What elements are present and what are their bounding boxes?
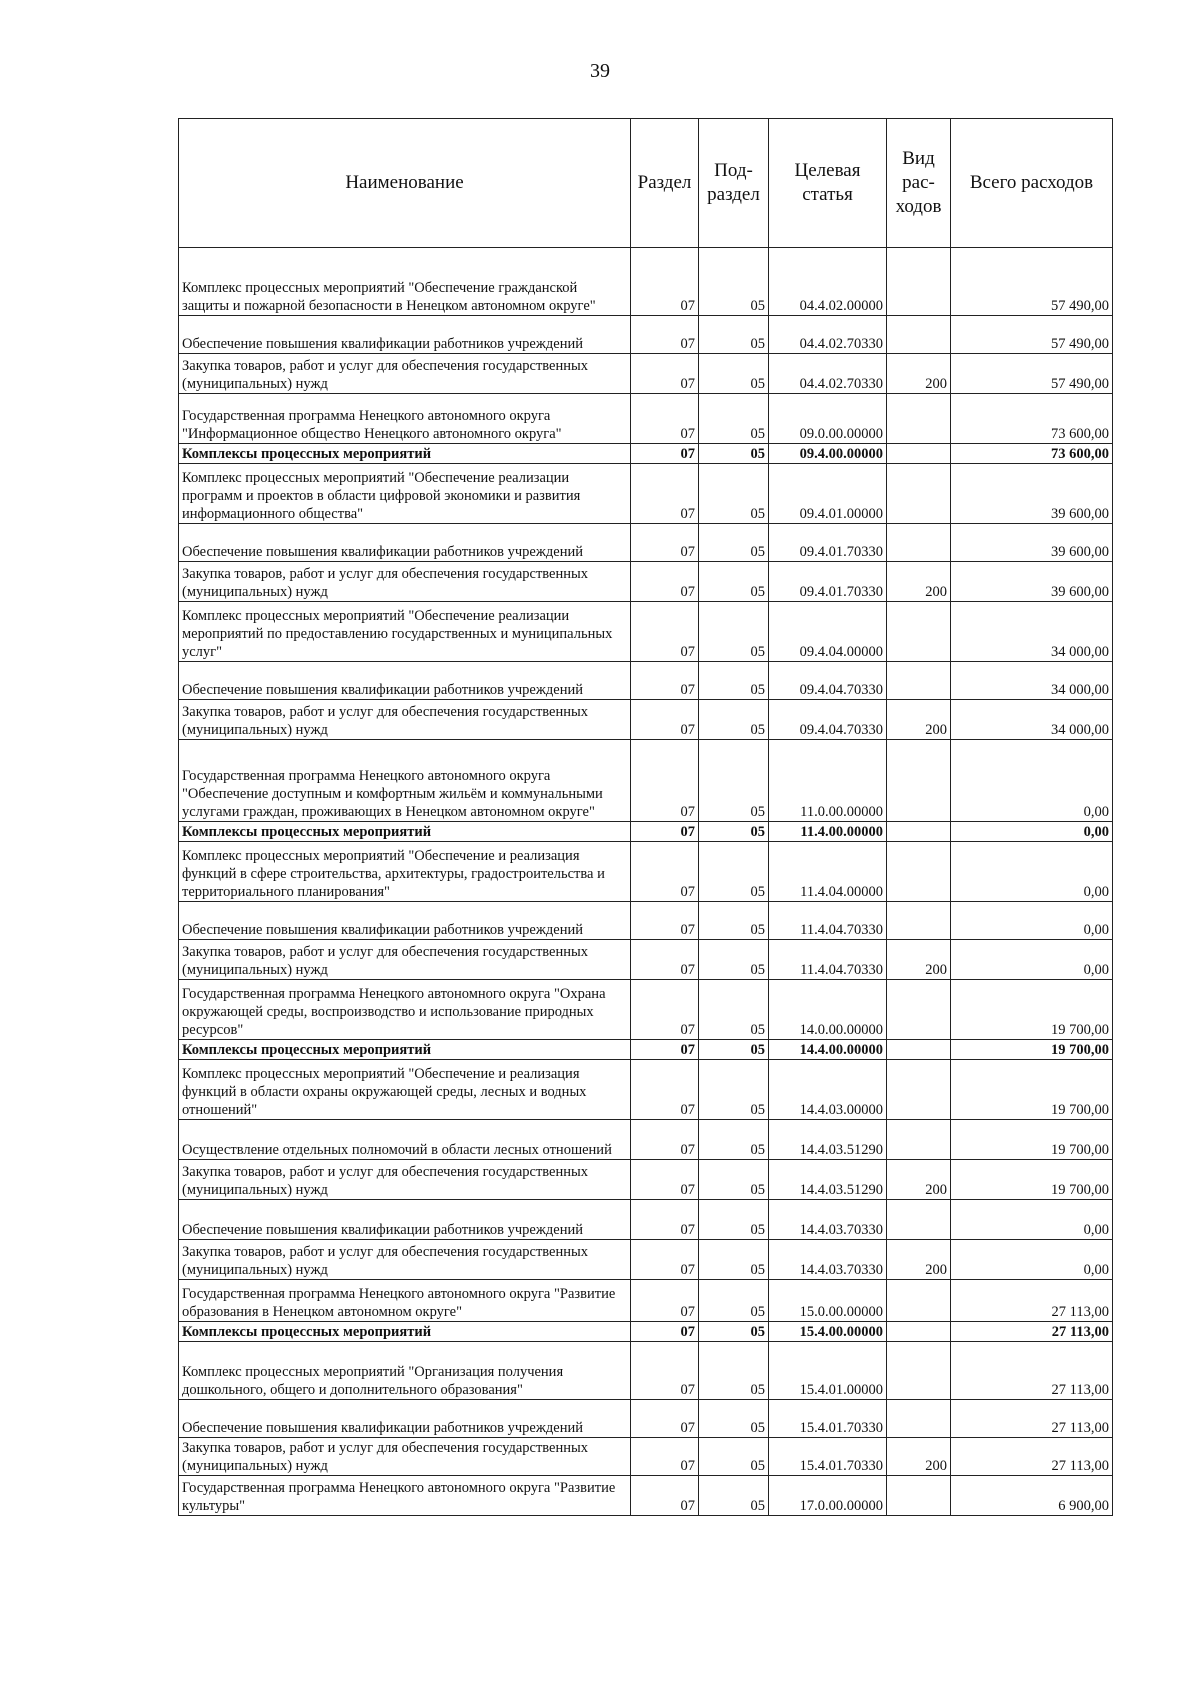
table-row bbox=[179, 562, 1113, 602]
table-row bbox=[179, 842, 1113, 902]
cell-podrazdel: 05 bbox=[699, 1280, 769, 1322]
cell-razdel: 07 bbox=[631, 1342, 699, 1400]
cell-podrazdel: 05 bbox=[699, 1342, 769, 1400]
cell-name: Комплекс процессных мероприятий "Обеспечение реализации программ и проектов в области цифровой экономики и развития информационного общества" bbox=[179, 464, 631, 524]
cell-target-code: 11.4.04.70330 bbox=[769, 902, 887, 940]
cell-name: Государственная программа Ненецкого автономного округа "Обеспечение доступным и комфортным жильём и коммунальными услугами граждан, проживающих в Ненецком автономном округе" bbox=[179, 740, 631, 822]
cell-expense-type bbox=[887, 980, 951, 1040]
cell-target-code: 15.0.00.00000 bbox=[769, 1280, 887, 1322]
cell-target-code: 09.4.00.00000 bbox=[769, 444, 887, 464]
cell-razdel: 07 bbox=[631, 444, 699, 464]
cell-razdel: 07 bbox=[631, 980, 699, 1040]
cell-name: Государственная программа Ненецкого автономного округа "Развитие образования в Ненецком автономном округе" bbox=[179, 1280, 631, 1322]
cell-razdel: 07 bbox=[631, 1400, 699, 1438]
cell-razdel: 07 bbox=[631, 354, 699, 394]
cell-target-code: 14.4.03.00000 bbox=[769, 1060, 887, 1120]
cell-target-code: 14.4.03.70330 bbox=[769, 1200, 887, 1240]
cell-podrazdel: 05 bbox=[699, 524, 769, 562]
cell-name: Комплексы процессных мероприятий bbox=[179, 1322, 631, 1342]
cell-expense-type bbox=[887, 394, 951, 444]
cell-name: Комплекс процессных мероприятий "Обеспечение реализации мероприятий по предоставлению государственных и муниципальных услуг" bbox=[179, 602, 631, 662]
cell-total: 34 000,00 bbox=[951, 602, 1113, 662]
cell-razdel: 07 bbox=[631, 842, 699, 902]
cell-target-code: 04.4.02.70330 bbox=[769, 316, 887, 354]
cell-expense-type bbox=[887, 248, 951, 316]
cell-expense-type bbox=[887, 822, 951, 842]
table-row bbox=[179, 354, 1113, 394]
cell-expense-type: 200 bbox=[887, 700, 951, 740]
cell-total: 19 700,00 bbox=[951, 1040, 1113, 1060]
cell-expense-type bbox=[887, 1120, 951, 1160]
table-row bbox=[179, 740, 1113, 822]
cell-razdel: 07 bbox=[631, 700, 699, 740]
cell-target-code: 09.4.01.00000 bbox=[769, 464, 887, 524]
cell-name: Государственная программа Ненецкого автономного округа "Информационное общество Ненецкого автономного округа" bbox=[179, 394, 631, 444]
cell-name: Комплексы процессных мероприятий bbox=[179, 1040, 631, 1060]
cell-podrazdel: 05 bbox=[699, 1438, 769, 1476]
cell-total: 0,00 bbox=[951, 822, 1113, 842]
cell-razdel: 07 bbox=[631, 1476, 699, 1516]
cell-total: 27 113,00 bbox=[951, 1400, 1113, 1438]
table-row bbox=[179, 464, 1113, 524]
cell-name: Закупка товаров, работ и услуг для обеспечения государственных (муниципальных) нужд bbox=[179, 940, 631, 980]
cell-target-code: 14.4.00.00000 bbox=[769, 1040, 887, 1060]
cell-target-code: 15.4.00.00000 bbox=[769, 1322, 887, 1342]
cell-podrazdel: 05 bbox=[699, 902, 769, 940]
table-row bbox=[179, 394, 1113, 444]
cell-total: 39 600,00 bbox=[951, 562, 1113, 602]
table-row bbox=[179, 248, 1113, 316]
cell-target-code: 04.4.02.00000 bbox=[769, 248, 887, 316]
cell-expense-type: 200 bbox=[887, 1438, 951, 1476]
cell-podrazdel: 05 bbox=[699, 1040, 769, 1060]
cell-podrazdel: 05 bbox=[699, 354, 769, 394]
table-row bbox=[179, 316, 1113, 354]
table-row bbox=[179, 1240, 1113, 1280]
cell-podrazdel: 05 bbox=[699, 464, 769, 524]
cell-razdel: 07 bbox=[631, 562, 699, 602]
cell-podrazdel: 05 bbox=[699, 1200, 769, 1240]
cell-name: Комплексы процессных мероприятий bbox=[179, 444, 631, 464]
cell-expense-type: 200 bbox=[887, 562, 951, 602]
cell-target-code: 15.4.01.00000 bbox=[769, 1342, 887, 1400]
cell-target-code: 09.4.01.70330 bbox=[769, 562, 887, 602]
cell-target-code: 14.0.00.00000 bbox=[769, 980, 887, 1040]
cell-target-code: 15.4.01.70330 bbox=[769, 1438, 887, 1476]
table-row bbox=[179, 822, 1113, 842]
cell-podrazdel: 05 bbox=[699, 1120, 769, 1160]
cell-total: 39 600,00 bbox=[951, 524, 1113, 562]
table-row bbox=[179, 940, 1113, 980]
cell-expense-type bbox=[887, 444, 951, 464]
cell-target-code: 11.4.04.70330 bbox=[769, 940, 887, 980]
cell-total: 34 000,00 bbox=[951, 700, 1113, 740]
header-name: Наименование bbox=[179, 119, 631, 248]
cell-total: 19 700,00 bbox=[951, 980, 1113, 1040]
cell-razdel: 07 bbox=[631, 1040, 699, 1060]
cell-expense-type bbox=[887, 902, 951, 940]
cell-razdel: 07 bbox=[631, 524, 699, 562]
budget-table bbox=[178, 118, 1113, 1516]
cell-razdel: 07 bbox=[631, 1160, 699, 1200]
table-row bbox=[179, 524, 1113, 562]
cell-target-code: 09.0.00.00000 bbox=[769, 394, 887, 444]
cell-target-code: 09.4.04.70330 bbox=[769, 700, 887, 740]
table-row bbox=[179, 1060, 1113, 1120]
cell-podrazdel: 05 bbox=[699, 980, 769, 1040]
cell-podrazdel: 05 bbox=[699, 444, 769, 464]
cell-name: Обеспечение повышения квалификации работников учреждений bbox=[179, 316, 631, 354]
cell-target-code: 17.0.00.00000 bbox=[769, 1476, 887, 1516]
cell-podrazdel: 05 bbox=[699, 700, 769, 740]
cell-name: Закупка товаров, работ и услуг для обеспечения государственных (муниципальных) нужд bbox=[179, 354, 631, 394]
cell-total: 0,00 bbox=[951, 1200, 1113, 1240]
table-row bbox=[179, 1322, 1113, 1342]
cell-podrazdel: 05 bbox=[699, 1322, 769, 1342]
cell-podrazdel: 05 bbox=[699, 394, 769, 444]
cell-podrazdel: 05 bbox=[699, 248, 769, 316]
cell-expense-type bbox=[887, 842, 951, 902]
cell-name: Комплекс процессных мероприятий "Обеспечение и реализация функций в области охраны окружающей среды, лесных и водных отношений" bbox=[179, 1060, 631, 1120]
cell-expense-type bbox=[887, 1342, 951, 1400]
page-number: 39 bbox=[590, 60, 610, 82]
cell-razdel: 07 bbox=[631, 394, 699, 444]
header-podrazdel: Под- раздел bbox=[699, 119, 769, 248]
header-total: Всего расходов bbox=[951, 119, 1113, 248]
cell-podrazdel: 05 bbox=[699, 740, 769, 822]
table-body bbox=[179, 248, 1113, 1516]
cell-razdel: 07 bbox=[631, 1322, 699, 1342]
table-row bbox=[179, 1120, 1113, 1160]
cell-expense-type bbox=[887, 740, 951, 822]
table-row bbox=[179, 700, 1113, 740]
cell-target-code: 11.4.00.00000 bbox=[769, 822, 887, 842]
cell-total: 19 700,00 bbox=[951, 1060, 1113, 1120]
cell-total: 27 113,00 bbox=[951, 1342, 1113, 1400]
cell-razdel: 07 bbox=[631, 1240, 699, 1280]
cell-razdel: 07 bbox=[631, 940, 699, 980]
cell-name: Закупка товаров, работ и услуг для обеспечения государственных (муниципальных) нужд bbox=[179, 700, 631, 740]
cell-razdel: 07 bbox=[631, 1200, 699, 1240]
cell-expense-type bbox=[887, 662, 951, 700]
cell-target-code: 14.4.03.51290 bbox=[769, 1160, 887, 1200]
cell-target-code: 15.4.01.70330 bbox=[769, 1400, 887, 1438]
cell-podrazdel: 05 bbox=[699, 1240, 769, 1280]
cell-razdel: 07 bbox=[631, 740, 699, 822]
cell-expense-type bbox=[887, 1060, 951, 1120]
cell-podrazdel: 05 bbox=[699, 1400, 769, 1438]
cell-target-code: 14.4.03.51290 bbox=[769, 1120, 887, 1160]
table-row bbox=[179, 1040, 1113, 1060]
header-razdel: Раздел bbox=[631, 119, 699, 248]
cell-name: Обеспечение повышения квалификации работников учреждений bbox=[179, 1200, 631, 1240]
cell-razdel: 07 bbox=[631, 902, 699, 940]
cell-expense-type bbox=[887, 1200, 951, 1240]
table-row bbox=[179, 662, 1113, 700]
cell-target-code: 09.4.04.70330 bbox=[769, 662, 887, 700]
cell-name: Закупка товаров, работ и услуг для обеспечения государственных (муниципальных) нужд bbox=[179, 1438, 631, 1476]
cell-name: Закупка товаров, работ и услуг для обеспечения государственных (муниципальных) нужд bbox=[179, 1160, 631, 1200]
cell-total: 73 600,00 bbox=[951, 444, 1113, 464]
cell-podrazdel: 05 bbox=[699, 1476, 769, 1516]
cell-expense-type bbox=[887, 464, 951, 524]
table-header-row bbox=[179, 119, 1113, 248]
cell-target-code: 09.4.04.00000 bbox=[769, 602, 887, 662]
cell-total: 57 490,00 bbox=[951, 248, 1113, 316]
cell-razdel: 07 bbox=[631, 1060, 699, 1120]
cell-razdel: 07 bbox=[631, 1120, 699, 1160]
cell-razdel: 07 bbox=[631, 248, 699, 316]
cell-podrazdel: 05 bbox=[699, 562, 769, 602]
table-row bbox=[179, 902, 1113, 940]
cell-target-code: 14.4.03.70330 bbox=[769, 1240, 887, 1280]
cell-podrazdel: 05 bbox=[699, 662, 769, 700]
cell-name: Комплекс процессных мероприятий "Организация получения дошкольного, общего и дополнительного образования" bbox=[179, 1342, 631, 1400]
cell-total: 27 113,00 bbox=[951, 1322, 1113, 1342]
cell-razdel: 07 bbox=[631, 662, 699, 700]
cell-total: 6 900,00 bbox=[951, 1476, 1113, 1516]
table-row bbox=[179, 1400, 1113, 1438]
cell-razdel: 07 bbox=[631, 602, 699, 662]
cell-name: Обеспечение повышения квалификации работников учреждений bbox=[179, 524, 631, 562]
table-row bbox=[179, 1438, 1113, 1476]
cell-total: 27 113,00 bbox=[951, 1280, 1113, 1322]
cell-podrazdel: 05 bbox=[699, 602, 769, 662]
cell-total: 27 113,00 bbox=[951, 1438, 1113, 1476]
cell-podrazdel: 05 bbox=[699, 822, 769, 842]
cell-name: Закупка товаров, работ и услуг для обеспечения государственных (муниципальных) нужд bbox=[179, 1240, 631, 1280]
cell-razdel: 07 bbox=[631, 316, 699, 354]
cell-podrazdel: 05 bbox=[699, 842, 769, 902]
cell-podrazdel: 05 bbox=[699, 1160, 769, 1200]
cell-expense-type: 200 bbox=[887, 940, 951, 980]
cell-target-code: 09.4.01.70330 bbox=[769, 524, 887, 562]
cell-razdel: 07 bbox=[631, 1438, 699, 1476]
cell-name: Комплекс процессных мероприятий "Обеспечение и реализация функций в сфере строительства, архитектуры, градостроительства и территориального планирования" bbox=[179, 842, 631, 902]
cell-target-code: 04.4.02.70330 bbox=[769, 354, 887, 394]
cell-expense-type: 200 bbox=[887, 1160, 951, 1200]
table-row bbox=[179, 1476, 1113, 1516]
cell-total: 19 700,00 bbox=[951, 1120, 1113, 1160]
table-row bbox=[179, 1160, 1113, 1200]
cell-total: 39 600,00 bbox=[951, 464, 1113, 524]
cell-name: Осуществление отдельных полномочий в области лесных отношений bbox=[179, 1120, 631, 1160]
cell-expense-type bbox=[887, 1476, 951, 1516]
cell-total: 34 000,00 bbox=[951, 662, 1113, 700]
cell-expense-type bbox=[887, 1280, 951, 1322]
cell-expense-type bbox=[887, 1040, 951, 1060]
table-row bbox=[179, 1200, 1113, 1240]
cell-total: 19 700,00 bbox=[951, 1160, 1113, 1200]
cell-razdel: 07 bbox=[631, 1280, 699, 1322]
cell-razdel: 07 bbox=[631, 822, 699, 842]
cell-name: Обеспечение повышения квалификации работников учреждений bbox=[179, 902, 631, 940]
cell-expense-type: 200 bbox=[887, 1240, 951, 1280]
table-row bbox=[179, 1342, 1113, 1400]
cell-expense-type bbox=[887, 524, 951, 562]
cell-total: 0,00 bbox=[951, 842, 1113, 902]
cell-total: 0,00 bbox=[951, 1240, 1113, 1280]
cell-name: Государственная программа Ненецкого автономного округа "Охрана окружающей среды, воспроизводство и использование природных ресурсов" bbox=[179, 980, 631, 1040]
table-row bbox=[179, 1280, 1113, 1322]
header-vid: Вид рас- ходов bbox=[887, 119, 951, 248]
cell-target-code: 11.4.04.00000 bbox=[769, 842, 887, 902]
cell-podrazdel: 05 bbox=[699, 1060, 769, 1120]
cell-total: 73 600,00 bbox=[951, 394, 1113, 444]
cell-target-code: 11.0.00.00000 bbox=[769, 740, 887, 822]
cell-expense-type bbox=[887, 1322, 951, 1342]
cell-name: Закупка товаров, работ и услуг для обеспечения государственных (муниципальных) нужд bbox=[179, 562, 631, 602]
cell-name: Комплексы процессных мероприятий bbox=[179, 822, 631, 842]
cell-name: Комплекс процессных мероприятий "Обеспечение гражданской защиты и пожарной безопасности в Ненецком автономном округе" bbox=[179, 248, 631, 316]
cell-total: 57 490,00 bbox=[951, 354, 1113, 394]
cell-total: 57 490,00 bbox=[951, 316, 1113, 354]
cell-total: 0,00 bbox=[951, 902, 1113, 940]
cell-total: 0,00 bbox=[951, 940, 1113, 980]
table-row bbox=[179, 980, 1113, 1040]
table-row bbox=[179, 444, 1113, 464]
cell-razdel: 07 bbox=[631, 464, 699, 524]
table-row bbox=[179, 602, 1113, 662]
cell-expense-type bbox=[887, 316, 951, 354]
cell-name: Обеспечение повышения квалификации работников учреждений bbox=[179, 662, 631, 700]
cell-total: 0,00 bbox=[951, 740, 1113, 822]
header-celevaya: Целевая статья bbox=[769, 119, 887, 248]
cell-expense-type bbox=[887, 1400, 951, 1438]
cell-expense-type: 200 bbox=[887, 354, 951, 394]
cell-name: Обеспечение повышения квалификации работников учреждений bbox=[179, 1400, 631, 1438]
cell-podrazdel: 05 bbox=[699, 940, 769, 980]
cell-podrazdel: 05 bbox=[699, 316, 769, 354]
cell-expense-type bbox=[887, 602, 951, 662]
cell-name: Государственная программа Ненецкого автономного округа "Развитие культуры" bbox=[179, 1476, 631, 1516]
